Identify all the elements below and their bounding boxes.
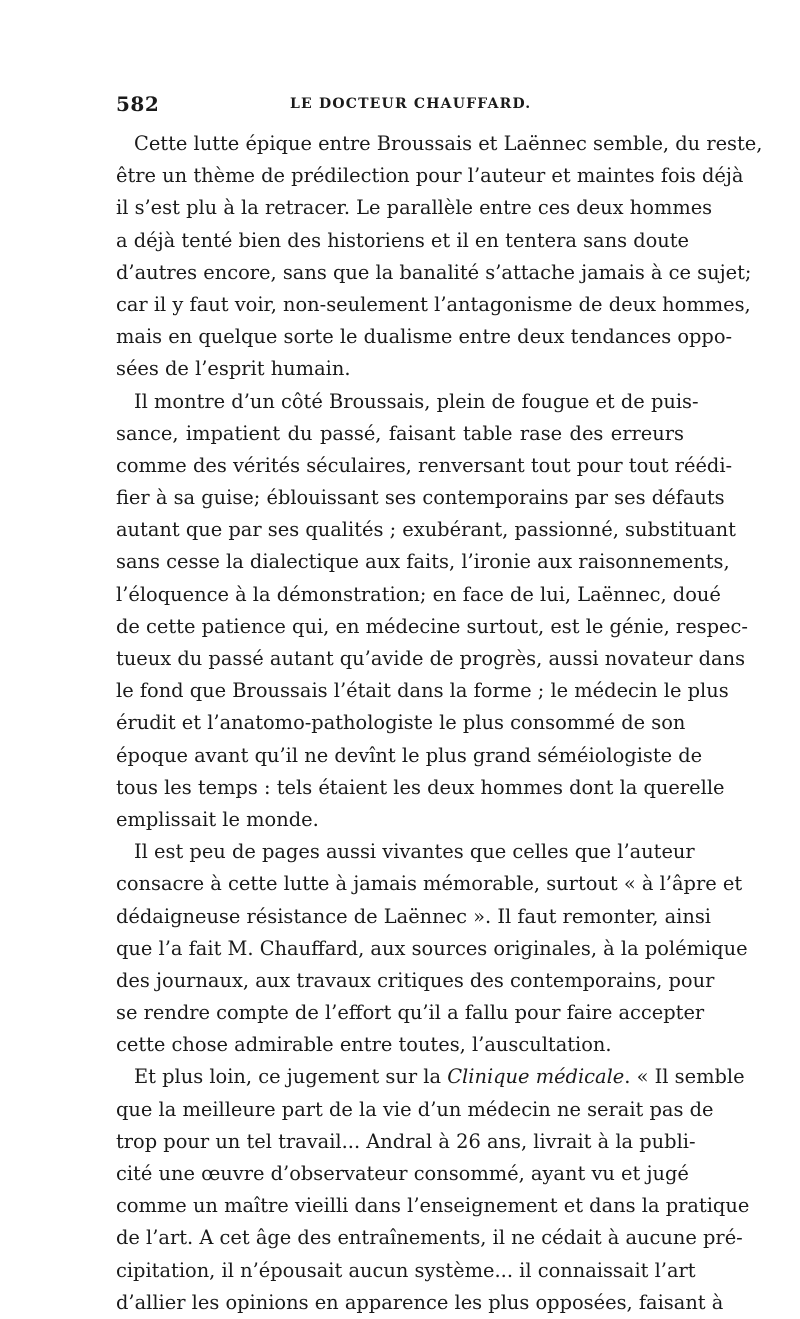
text-body [116,128,763,1319]
text-line: tous les temps : tels étaient les deux hommes dont la querelle [116,775,725,799]
text-line: de l’art. A cet âge des entraînements, il ne cédait à aucune pré- [116,1226,743,1250]
text-line: d’allier les opinions en apparence les plus opposées, faisant à [116,1290,724,1314]
text-line: fier à sa guise; éblouissant ses contemporains par ses défauts [116,486,725,510]
text-line: car il y faut voir, non-seulement l’antagonisme de deux hommes, [116,292,751,316]
text-line: Il est peu de pages aussi vivantes que celles que l’auteur [134,840,695,864]
text-line: a déjà tenté bien des historiens et il en tentera sans doute [116,228,690,252]
text-line: comme des vérités séculaires, renversant tout pour tout réédi- [116,453,733,477]
text-line: l’éloquence à la démonstration; en face de lui, Laënnec, doué [116,582,721,606]
text-line: emplissait le monde. [116,807,319,831]
text-line-rich [116,1061,745,1093]
page-header [0,92,800,122]
page-number: 582 [116,92,160,116]
text-line: le fond que Broussais l’était dans la forme ; le médecin le plus [116,679,729,703]
text-line: trop pour un tel travail... Andral à 26 ans, livrait à la publi- [116,1129,696,1153]
text-line: sans cesse la dialectique aux faits, l’ironie aux raisonnements, [116,550,730,574]
text-run: Et plus loin, ce jugement sur la [134,1065,448,1089]
text-run: . « Il semble [624,1065,745,1089]
text-line: Il montre d’un côté Broussais, plein de fougue et de puis- [134,389,699,413]
text-line: époque avant qu’il ne devînt le plus grand séméiologiste de [116,743,703,767]
text-line: dédaigneuse résistance de Laënnec ». Il faut remonter, ainsi [116,904,711,928]
text-line: sées de l’esprit humain. [116,357,351,381]
text-line: il s’est plu à la retracer. Le parallèle entre ces deux hommes [116,196,713,220]
text-line: cipitation, il n’épousait aucun système... il connaissait l’art [116,1258,696,1282]
text-line: être un thème de prédilection pour l’auteur et maintes fois déjà [116,164,744,188]
text-line: cité une œuvre d’observateur consommé, ayant vu et jugé [116,1162,689,1185]
text-line: des journaux, aux travaux critiques des contemporains, pour [116,968,715,992]
text-line: cette chose admirable entre toutes, l’auscultation. [116,1033,612,1057]
text-line: de cette patience qui, en médecine surtout, est le génie, respec- [116,614,748,638]
text-line: autant que par ses qualités ; exubérant, passionné, substituant [116,518,736,542]
text-line: mais en quelque sorte le dualisme entre deux tendances oppo- [116,325,733,349]
text-line: que la meilleure part de la vie d’un médecin ne serait pas de [116,1097,714,1121]
book-title-italic: Clinique médicale [447,1065,625,1089]
text-line: tueux du passé autant qu’avide de progrès, aussi novateur dans [116,647,746,670]
running-head: LE DOCTEUR CHAUFFARD. [290,96,532,112]
text-line: Cette lutte épique entre Broussais et Laënnec semble, du reste, [134,132,763,155]
text-line: d’autres encore, sans que la banalité s’attache jamais à ce sujet; [116,260,752,284]
text-line: se rendre compte de l’effort qu’il a fallu pour faire accepter [116,1001,705,1025]
text-line: érudit et l’anatomo-pathologiste le plus consommé de son [116,711,686,735]
text-line: que l’a fait M. Chauffard, aux sources originales, à la polémique [116,936,748,960]
text-line: comme un maître vieilli dans l’enseignement et dans la pratique [116,1194,750,1218]
text-line: consacre à cette lutte à jamais mémorable, surtout « à l’âpre et [116,872,743,896]
text-line: sance, impatient du passé, faisant table rase des erreurs [116,421,684,445]
